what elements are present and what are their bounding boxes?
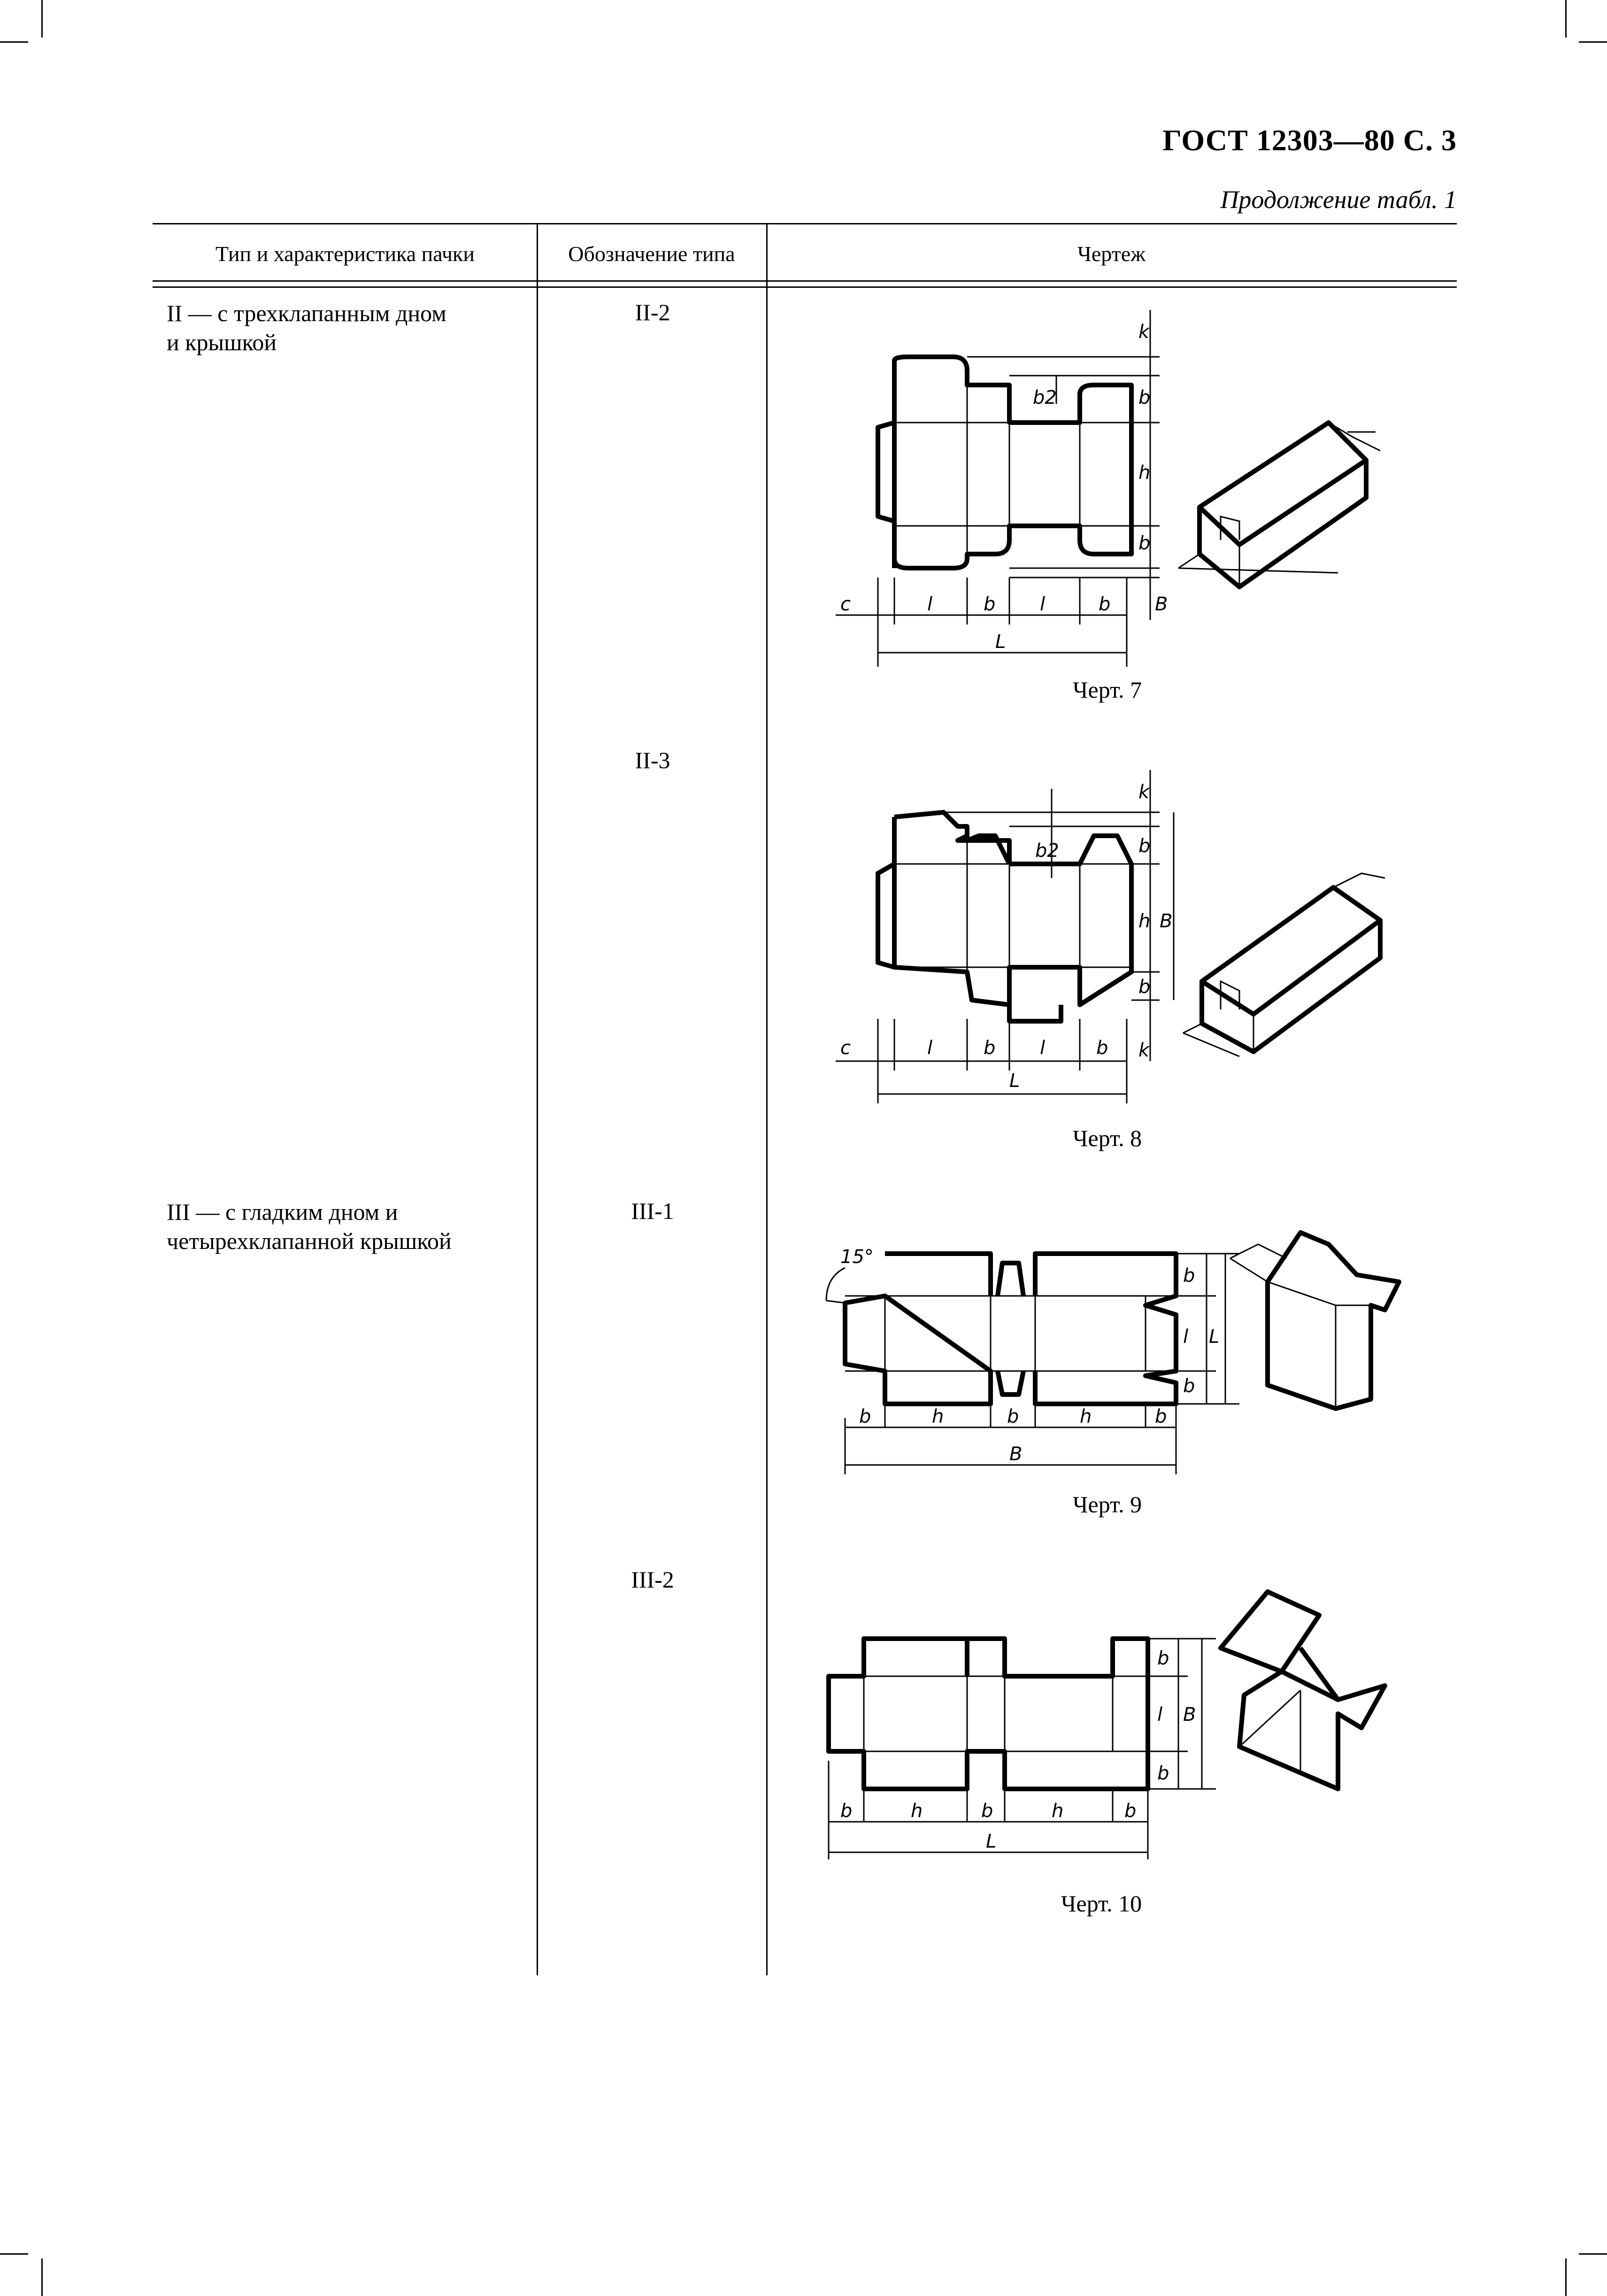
- column-header-designation: Обозначение типа: [568, 242, 735, 266]
- row-type-ii-description: [167, 299, 531, 357]
- drawing-10-label-L: L: [986, 1831, 997, 1852]
- drawing-7-label-b-top: b: [1138, 387, 1151, 408]
- drawing-9-label-h1: h: [932, 1406, 944, 1427]
- drawing-7-label-L: L: [995, 631, 1006, 653]
- crop-mark-top-left-h: [0, 41, 28, 43]
- crop-mark-bottom-right-h: [1579, 2253, 1607, 2255]
- drawing-8-label-h: h: [1138, 910, 1151, 932]
- drawing-9-label-L: L: [1209, 1326, 1220, 1348]
- drawing-8-label-b2-small: b2: [1035, 840, 1059, 862]
- drawing-10-label-l: l: [1157, 1704, 1163, 1726]
- designation-iii-2: III-2: [631, 1566, 674, 1593]
- drawing-10-label-b2: b: [981, 1800, 993, 1822]
- drawing-10-label-b3: b: [1124, 1800, 1137, 1822]
- drawing-7-label-B: B: [1155, 593, 1168, 615]
- document-title: ГОСТ 12303—80 С. 3: [1162, 123, 1457, 157]
- crop-mark-bottom-right-v: [1565, 2258, 1567, 2296]
- drawing-7-blank-ii-2: [765, 300, 1455, 686]
- drawing-10-blank-iii-2: [765, 1587, 1455, 1878]
- drawing-8-label-b1: b: [984, 1037, 996, 1059]
- designation-iii-1: III-1: [631, 1198, 674, 1224]
- drawing-7-label-h: h: [1138, 462, 1151, 484]
- drawing-9-label-b-bottom: b: [1183, 1375, 1195, 1397]
- drawing-7-label-k: k: [1138, 321, 1150, 343]
- drawing-8-caption: Черт. 8: [1073, 1125, 1142, 1151]
- drawing-7-caption: Черт. 7: [1073, 677, 1142, 703]
- drawing-8-label-k-bottom: k: [1138, 1040, 1150, 1061]
- drawing-10-label-B: B: [1183, 1704, 1196, 1726]
- column-divider-1: [537, 223, 538, 1975]
- drawing-8-blank-ii-3: [765, 761, 1455, 1127]
- designation-ii-2: II-2: [635, 299, 670, 325]
- drawing-10-caption: Черт. 10: [1061, 1890, 1142, 1917]
- table-header-rule-2: [153, 286, 1457, 288]
- drawing-7-label-b2: b: [1099, 593, 1111, 615]
- drawing-7-label-b-bottom: b: [1138, 532, 1151, 554]
- drawing-8-label-b-top: b: [1138, 835, 1151, 857]
- drawing-9-label-b3: b: [1155, 1406, 1167, 1427]
- row-type-ii-line1: II — с трехклапанным дном: [167, 300, 446, 326]
- drawing-9-label-B: B: [1009, 1443, 1023, 1465]
- column-header-type: Тип и характеристика пачки: [215, 242, 475, 266]
- drawing-8-label-l2: l: [1040, 1037, 1046, 1059]
- designation-ii-3: II-3: [635, 747, 670, 773]
- drawing-9-blank-iii-1: [765, 1211, 1455, 1484]
- drawing-9-label-angle: 15°: [840, 1246, 874, 1268]
- table-header-rule-1: [153, 280, 1457, 282]
- crop-mark-bottom-left-h: [0, 2253, 28, 2255]
- drawing-10-label-h1: h: [911, 1800, 923, 1822]
- drawing-7-label-l1: l: [927, 593, 933, 615]
- drawing-9-label-l: l: [1183, 1326, 1189, 1348]
- crop-mark-bottom-left-v: [41, 2258, 43, 2296]
- drawing-8-label-B: B: [1160, 910, 1173, 932]
- row-type-ii-line2: и крышкой: [167, 329, 277, 355]
- drawing-7-label-b2-small: b2: [1033, 387, 1057, 408]
- crop-mark-top-left-v: [41, 0, 43, 38]
- crop-mark-top-right-v: [1565, 0, 1567, 38]
- drawing-8-label-b-bottom: b: [1138, 976, 1151, 998]
- column-header-drawing: Чертеж: [1077, 242, 1146, 266]
- drawing-8-label-b2: b: [1096, 1037, 1108, 1059]
- drawing-9-label-h2: h: [1080, 1406, 1092, 1427]
- drawing-9-caption: Черт. 9: [1073, 1491, 1142, 1518]
- drawing-8-label-k-top: k: [1138, 781, 1150, 803]
- drawing-10-label-h2: h: [1052, 1800, 1064, 1822]
- row-type-iii-line2: четырехклапанной крышкой: [167, 1228, 452, 1254]
- row-type-iii-description: [167, 1197, 531, 1256]
- drawing-7-label-b1: b: [984, 593, 996, 615]
- drawing-8-label-l1: l: [927, 1037, 933, 1059]
- table-continuation-note: Продолжение табл. 1: [1220, 185, 1457, 214]
- drawing-7-label-c: c: [840, 593, 851, 615]
- drawing-9-label-b2: b: [1007, 1406, 1019, 1427]
- drawing-10-label-b-bottom: b: [1157, 1763, 1169, 1784]
- drawing-9-label-b-top: b: [1183, 1265, 1195, 1287]
- drawing-7-label-l2: l: [1040, 593, 1046, 615]
- drawing-9-label-b1: b: [859, 1406, 871, 1427]
- table-top-rule: [153, 223, 1457, 224]
- row-type-iii-line1: III — с гладким дном и: [167, 1199, 398, 1225]
- crop-mark-top-right-h: [1579, 41, 1607, 43]
- drawing-8-label-L: L: [1009, 1070, 1020, 1092]
- drawing-8-label-c: c: [840, 1037, 851, 1059]
- drawing-10-label-b-top: b: [1157, 1648, 1169, 1669]
- drawing-10-label-b1: b: [840, 1800, 853, 1822]
